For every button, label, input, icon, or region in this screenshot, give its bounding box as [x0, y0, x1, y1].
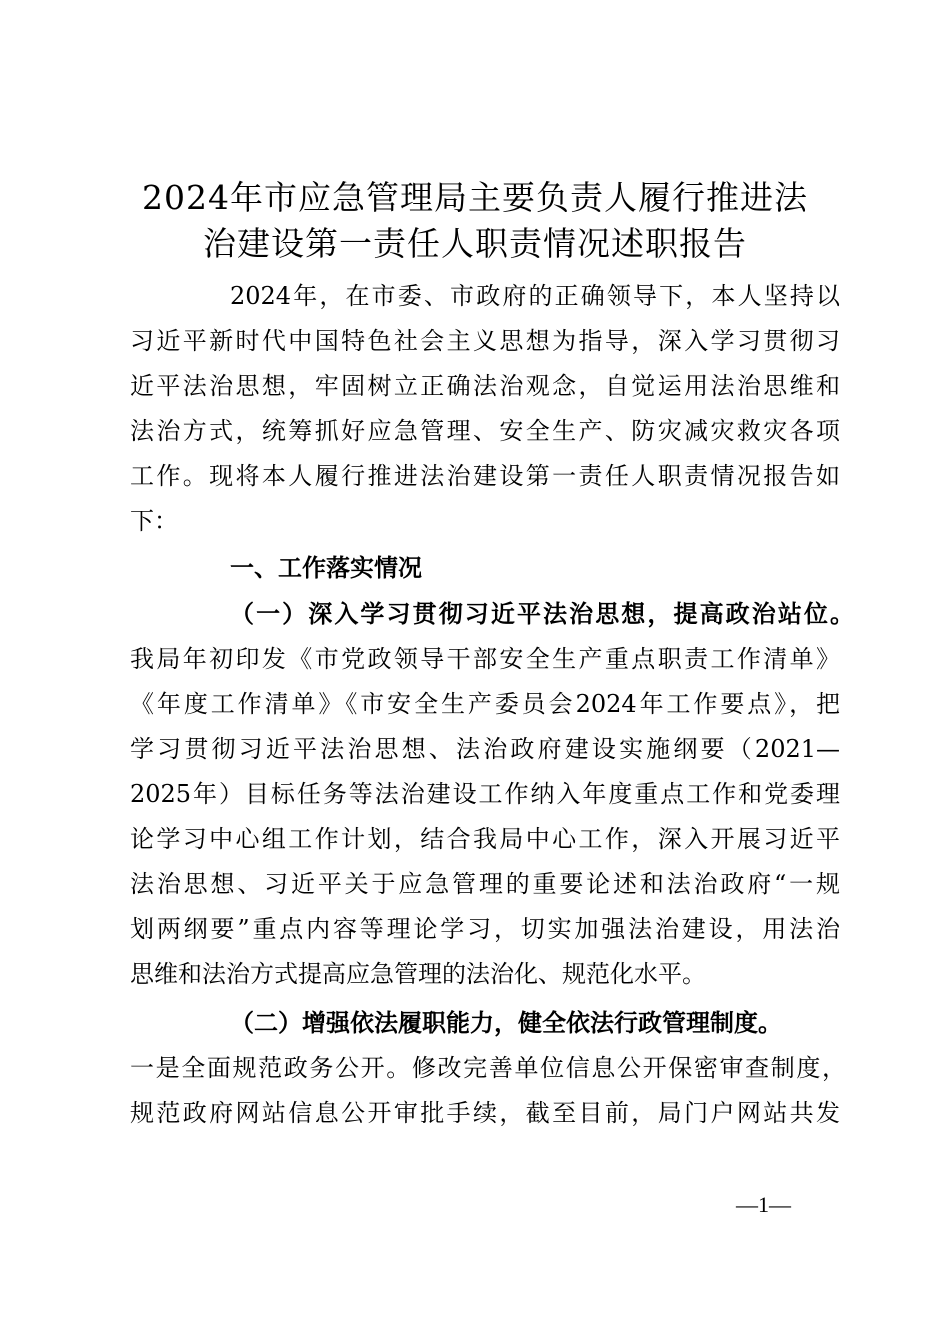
document-title-line-2: 治建设第一责任人职责情况述职报告	[203, 224, 747, 263]
body-line: 《年度工作清单》《市安全生产委员会2024年工作要点》，把	[130, 690, 840, 718]
body-line: 2025年）目标任务等法治建设工作纳入年度重点工作和党委理	[130, 780, 840, 808]
intro-line: 下：	[130, 507, 178, 535]
body-line: 规范政府网站信息公开审批手续，截至目前，局门户网站共发	[130, 1099, 840, 1127]
body-line: 划两纲要”重点内容等理论学习，切实加强法治建设，用法治	[130, 915, 840, 943]
subsection-heading: （一）深入学习贯彻习近平法治思想，提高政治站位。	[230, 599, 854, 628]
intro-line: 工作。现将本人履行推进法治建设第一责任人职责情况报告如	[130, 462, 840, 490]
intro-line: 习近平新时代中国特色社会主义思想为指导，深入学习贯彻习	[130, 327, 840, 355]
intro-line: 法治方式，统筹抓好应急管理、安全生产、防灾减灾救灾各项	[130, 417, 840, 445]
body-line: 学习贯彻习近平法治思想、法治政府建设实施纲要（2021—	[130, 735, 840, 763]
intro-line: 近平法治思想，牢固树立正确法治观念，自觉运用法治思维和	[130, 372, 840, 400]
section-heading: 一、工作落实情况	[230, 554, 422, 582]
body-line: 论学习中心组工作计划，结合我局中心工作，深入开展习近平	[130, 825, 840, 853]
body-line: 一是全面规范政务公开。修改完善单位信息公开保密审查制度，	[130, 1054, 846, 1082]
body-line: 思维和法治方式提高应急管理的法治化、规范化水平。	[130, 960, 706, 988]
document-title-line-1: 2024年市应急管理局主要负责人履行推进法	[142, 178, 808, 217]
intro-line: 2024年，在市委、市政府的正确领导下，本人坚持以	[230, 282, 840, 310]
body-line: 法治思想、习近平关于应急管理的重要论述和法治政府“一规	[130, 870, 840, 898]
body-line: 我局年初印发《市党政领导干部安全生产重点职责工作清单》	[130, 645, 840, 673]
subsection-heading: （二）增强依法履职能力，健全依法行政管理制度。	[230, 1008, 782, 1037]
page-number: —1—	[736, 1192, 791, 1217]
